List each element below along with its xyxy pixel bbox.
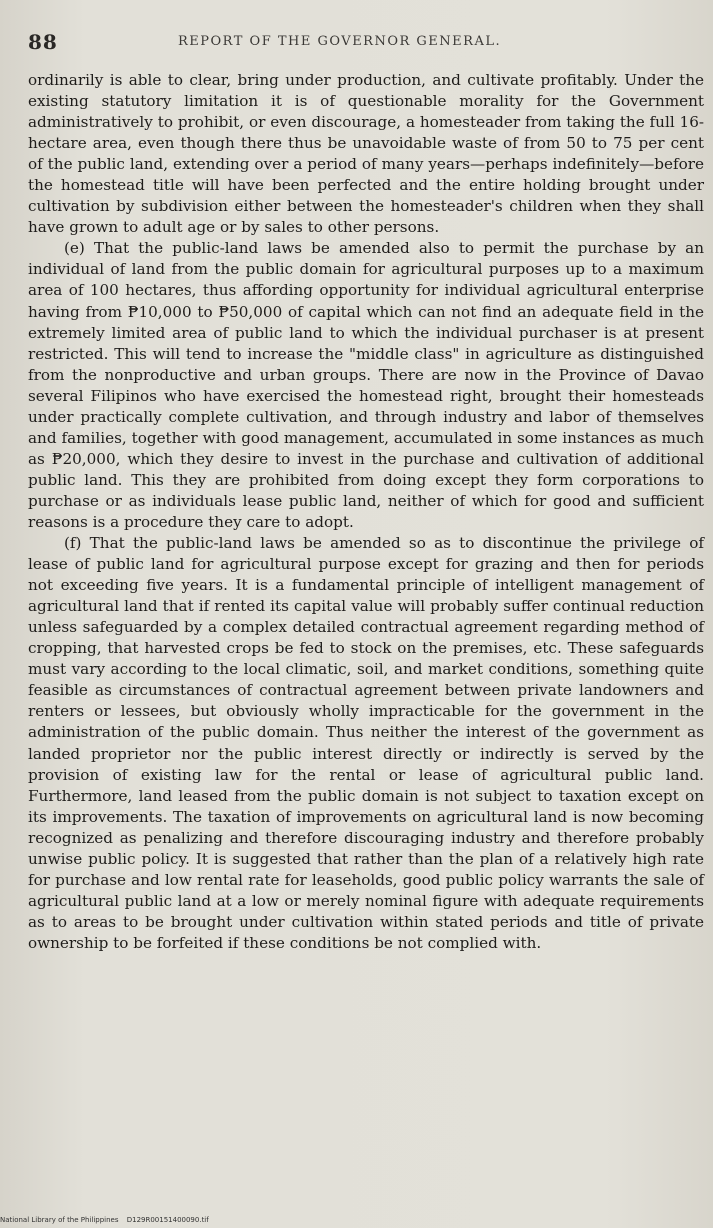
page-number: 88 — [28, 30, 58, 54]
paragraph-continuation: ordinarily is able to clear, bring under production, and cultivate profitably. Under the existing statutory limitation it is of questionable morality for the Government administratively to prohibit, or even discourage, a homesteader from taking the full 16-hectare area, even though there thus be unavoidable waste of from 50 to 75 per cent of the public land, extending over a period of many years—perhaps indefinitely—before the homestead title will have been perfected and the entire holding brought under cultivation by subdivision either between the homesteader's children when they shall have grown to adult age or by sales to other persons. — [28, 71, 704, 237]
paragraph-e: (e) That the public-land laws be amended also to permit the purchase by an individual of land from the public domain for agricultural purposes up to a maximum area of 100 hectares, thus affording opportunity for individual agricultural enterprise having from ₱10,000 to ₱50,000 of capital which can not find an adequate field in the extremely limited area of public land to which the individual purchaser is at present restricted. This will tend to increase the "middle class" in agriculture as distinguished from the nonproductive and urban groups. There are now in the Province of Davao several Filipinos who have exercised the homestead right, brought their homesteads under practically complete cultivation, and through industry and labor of themselves and families, together with good management, accumulated in some instances as much as ₱20,000, which they desire to invest in the purchase and cultivation of additional public land. This they are prohibited from doing except they form corporations to purchase or as individuals lease public land, neither of which for good and sufficient reasons is a procedure they care to adopt. — [28, 239, 704, 531]
running-head: REPORT OF THE GOVERNOR GENERAL. — [178, 34, 502, 49]
page-header — [28, 30, 698, 64]
footer-library: National Library of the Philippines — [0, 1216, 119, 1224]
body-text — [28, 70, 704, 954]
scan-footer — [0, 1216, 215, 1224]
paragraph-f: (f) That the public-land laws be amended so as to discontinue the privilege of lease of public land for agricultural purpose except for grazing and then for periods not exceeding five years. It is a fundamental principle of intelligent management of agricultural land that if rented its capital value will probably suffer continual reduction unless safeguarded by a complex detailed contractual agreement regarding method of cropping, that harvested crops be fed to stock on the premises, etc. These safeguards must vary according to the local climatic, soil, and market conditions, something quite feasible as circumstances of contractual agreement between private landowners and renters or lessees, but obviously wholly impracticable for the government in the administration of the public domain. Thus neither the interest of the government as landed proprietor nor the public interest directly or indirectly is served by the provision of existing law for the rental or lease of agricultural public land. Furthermore, land leased from the public domain is not subject to taxation except on its improvements. The taxation of improvements on agricultural land is now becoming recognized as penalizing and therefore discouraging industry and therefore probably unwise public policy. It is suggested that rather than the plan of a relatively high rate for purchase and low rental rate for leaseholds, good public policy warrants the sale of agricultural public land at a low or merely nominal figure with adequate requirements as to areas to be brought under cultivation within stated periods and title of private ownership to be forfeited if these conditions be not complied with. — [28, 534, 704, 952]
footer-identifier: D129R00151400090.tif — [126, 1216, 209, 1224]
